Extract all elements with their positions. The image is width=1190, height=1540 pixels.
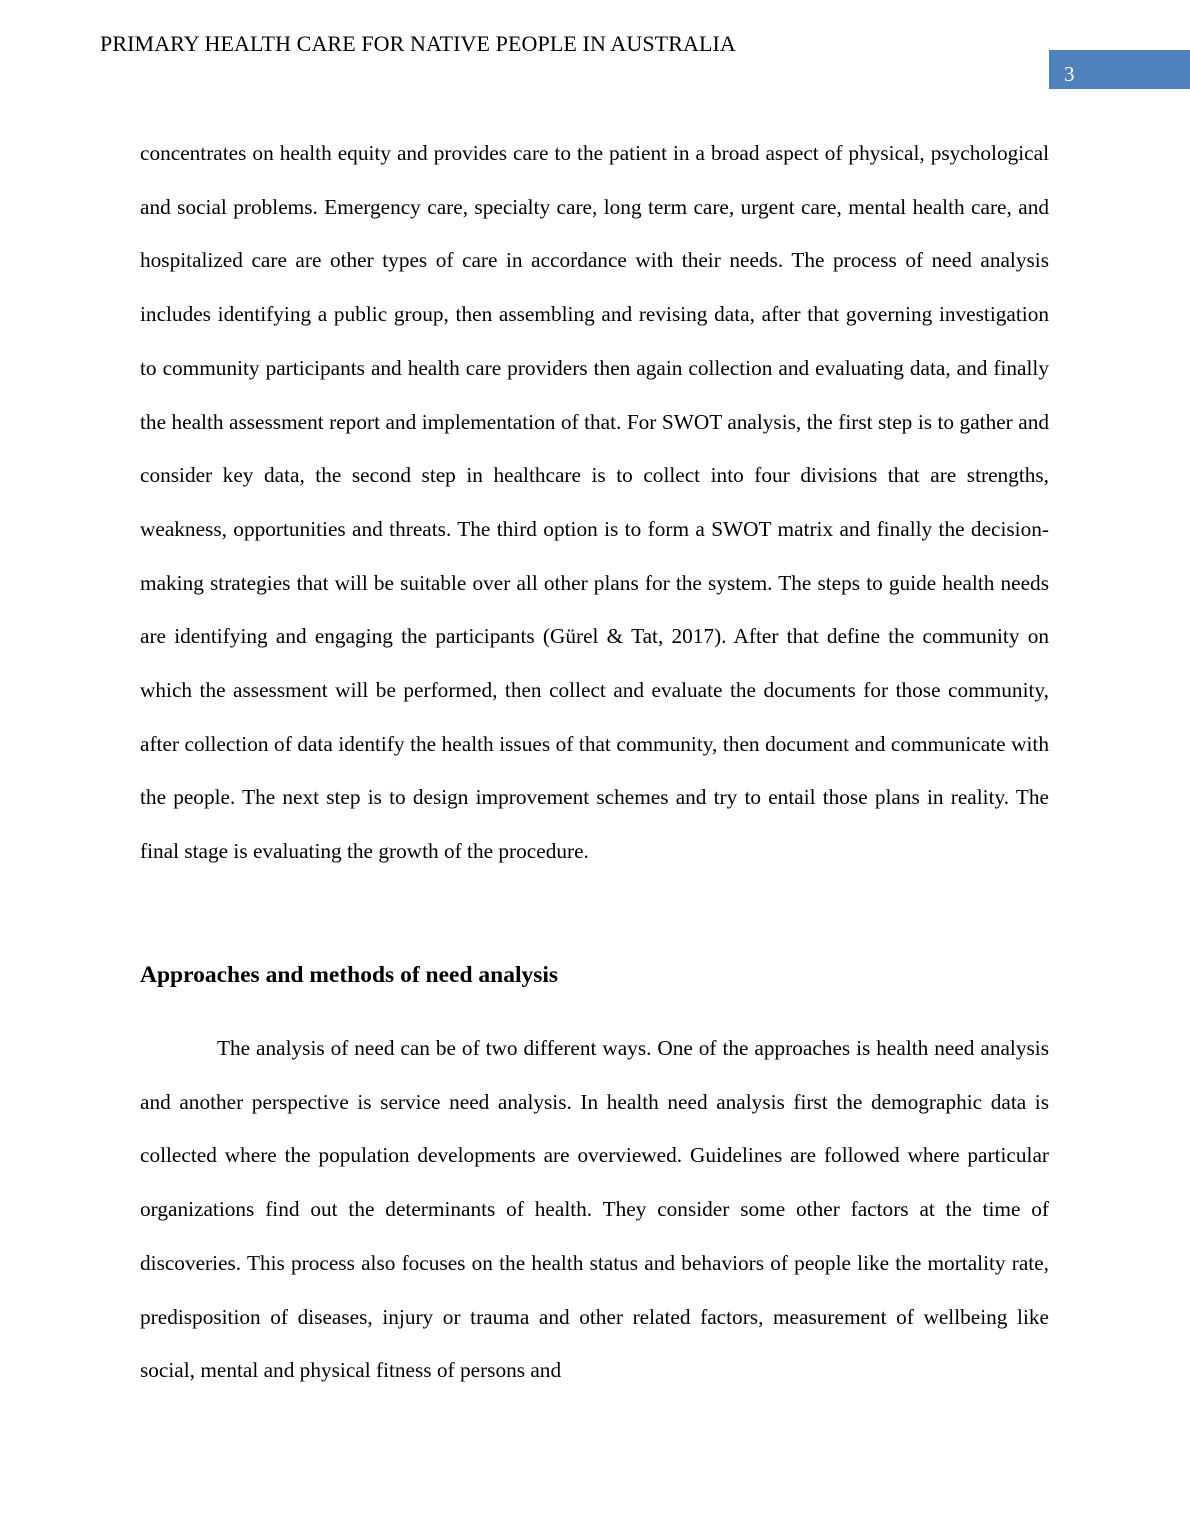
body-paragraph-1: concentrates on health equity and provides care to the patient in a broad aspect of physical, psychological and social problems. Emergency care, specialty care, long term care, urgent care, mental health care, and hospitalized care are other types of care in accordance with their needs. The process of need analysis includes identifying a public group, then assembling and revising data, after that governing investigation to community participants and health care providers then again collection and evaluating data, and finally the health assessment report and implementation of that. For SWOT analysis, the first step is to gather and consider key data, the second step in healthcare is to collect into four divisions that are strengths, weakness, opportunities and threats. The third option is to form a SWOT matrix and finally the decision- making strategies that will be suitable over all other plans for the system. The steps to guide health needs are identifying and engaging the participants (Gürel & Tat, 2017). After that define the community on which the assessment will be performed, then collect and evaluate the documents for those community, after collection of data identify the health issues of that community, then document and communicate with the people. The next step is to design improvement schemes and try to entail those plans in reality. The final stage is evaluating the growth of the procedure. <box>140 141 1049 864</box>
running-head: PRIMARY HEALTH CARE FOR NATIVE PEOPLE IN AUSTRALIA <box>100 31 736 56</box>
section-heading: Approaches and methods of need analysis <box>140 962 559 988</box>
page-number: 3 <box>1064 62 1075 86</box>
page-number-badge <box>1049 50 1190 89</box>
body-paragraph-2: The analysis of need can be of two different ways. One of the approaches is health need analysis and another perspective is service need analysis. In health need analysis first the demographic data is collected where the population developments are overviewed. Guidelines are followed where particular organizations find out the determinants of health. They consider some other factors at the time of discoveries. This process also focuses on the health status and behaviors of people like the mortality rate, predisposition of diseases, injury or trauma and other related factors, measurement of wellbeing like social, mental and physical fitness of persons and <box>140 1036 1049 1383</box>
